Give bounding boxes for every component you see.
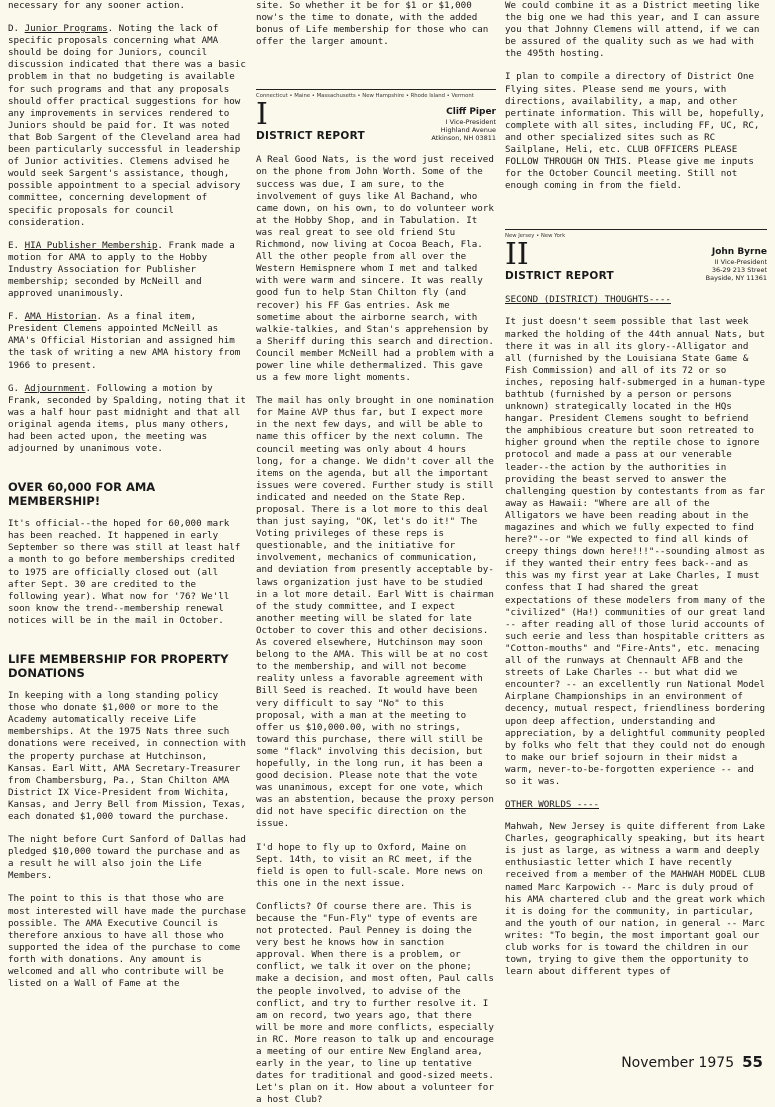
- item-heading: Junior Programs: [24, 23, 108, 35]
- paragraph: It just doesn't seem possible that last week marked the holding of the 44th annual Nats, but there it was in all its glory--Alligator and all (furnished by the Louisiana State Game & Fish Commission) and all of its 72 or so inches, reposing half-submerged in a human-type bathtub (furnished by a person or persons unknown) strategically located in the HQs hangar. President Clemens sought to befriend the amphibious creature but soon retreated to higher ground when the reptile chose to ignore protocol and made a pass at our venerable leader--the action by the authorities in providing the beast served to answer the challenging question by contestants from as far away as Hawaii: "Where are all of the Alligators we have been reading about in the magazines and which we fully expected to find here?"--or "We expected to find all kinds of creepy things down here!!!"--sounding almost as if they wanted their entry fees back--and as this was my first year at Lake Charles, I must confess that I had shared the great expectations of these modelers from many of the "civilized" (Ha!) communities of our great land -- after reading all of those lurid accounts of such eerie and less than hospitable critters as "Cotton-mouths" and "Fire-Ants", etc. menacing all of the runways at Chennault AFB and the streets of Lake Charles -- but what did we encounter? -- an excellently run National Model Airplane Championships in an environment of decency, mutual respect, friendliness bordering upon deep affection, understanding and appreciation, by a delightful community peopled by folks who felt that they could not do enough to make our brief sojourn in their midst a warm, never-to-be-forgotten experience -- and so it was.: [505, 316, 765, 787]
- vp-role: II Vice-President: [714, 258, 767, 267]
- item-label: E.: [8, 239, 20, 251]
- paragraph: We could combine it as a District meeting like the big one we had this year, and I can assure you that Johnny Clemens will attend, if we can be assured of the quality such as we had with the 495th hosting.: [505, 0, 760, 60]
- paragraph-adjournment: [8, 383, 246, 456]
- item-heading: AMA Historian: [24, 311, 97, 323]
- subheading: SECOND (DISTRICT) THOUGHTS----: [505, 294, 671, 306]
- vp-address-line: Highland Avenue: [440, 126, 496, 135]
- paragraph-hia-membership: [8, 240, 246, 300]
- vp-address-line: Bayside, NY 11361: [705, 274, 767, 283]
- vp-address-line: Atkinson, NH 03811: [431, 134, 496, 143]
- paragraph: Conflicts? Of course there are. This is because the "Fun-Fly" type of events are not protected. Paul Penney is doing the very best he knows how in sanction approval. When there is a problem, or conflict, we talk it over on the phone; make a decision, and most often, Paul calls the people involved, to advise of the conflict, and try to further resolve it. I am on record, two years ago, that there will be more and more conflicts, especially in RC. More reason to talk up and encourage a meeting of our entire New England area, early in the year, to line up tentative dates for traditional and good-sized meets. Let's plan on it. How about a volunteer for a host Club?: [256, 900, 494, 1106]
- item-label: F.: [8, 311, 20, 323]
- column-left: [8, 0, 246, 1025]
- item-heading: HIA Publisher Membership: [24, 239, 158, 251]
- paragraph-historian: [8, 311, 246, 371]
- paragraph: necessary for any sooner action.: [8, 0, 186, 11]
- district-number: II: [505, 237, 529, 273]
- issue-date: November 1975: [621, 1055, 735, 1071]
- paragraph: site. So whether it be for $1 or $1,000 now's the time to donate, with the added bonus of Life membership for those who can offer the larger amount.: [256, 0, 489, 48]
- vp-address-line: 36-29 213 Street: [711, 266, 767, 275]
- paragraph: I'd hope to fly up to Oxford, Maine on Sept. 14th, to visit an RC meet, if the field is open to full-scale. More news on this one in the next issue.: [256, 841, 483, 889]
- item-label: D.: [8, 23, 20, 35]
- district-report-title: DISTRICT REPORT: [256, 130, 366, 143]
- item-body: . As a final item, President Clemens appointed McNeill as AMA's Official Historian and assigned him the task of writing a new AMA history from 1966 to present.: [8, 311, 241, 371]
- district-states: Connecticut • Maine • Massachusetts • New Hampshire • Rhode Island • Vermont: [256, 93, 474, 100]
- paragraph: I plan to compile a directory of District One Flying sites. Please send me yours, with directions, availability, a map, and other pertinate information. This will be, hopefully, complete with all sites, including FF, UC, RC, and other specialized sites such as RC Sailplane, Heli, etc. CLUB OFFICERS PLEASE FOLLOW THROUGH ON THIS. Please give me inputs for the October Council meeting. Still not enough coming in from the field.: [505, 71, 765, 192]
- vp-name: Cliff Piper: [446, 107, 496, 118]
- district-report-title: DISTRICT REPORT: [505, 270, 615, 283]
- headline-life-membership: LIFE MEMBERSHIP FOR PROPERTY DONATIONS: [8, 652, 229, 681]
- page-footer: [621, 1053, 763, 1071]
- subheading: OTHER WORLDS ----: [505, 799, 600, 811]
- column-right: [505, 0, 767, 1025]
- item-body: . Following a motion by Frank, seconded by Spalding, noting that it was a half hour past midnight and that all original agenda items, plus many others, had been acted upon, the meeting was adjourned by unanimous vote.: [8, 382, 246, 455]
- item-body: . Frank made a motion for AMA to apply to the Hobby Industry Association for Publisher membership; seconded by McNeill and approved unanimously.: [8, 239, 235, 300]
- paragraph: The point to this is that those who are most interested will have made the purchase possible. The AMA Executive Council is therefore anxious to have all those who supported the idea of the purchase to come forth with donations. Any amount is welcomed and all who contribute will be listed on a Wall of Fame at the: [8, 893, 246, 990]
- vp-role: I Vice-President: [445, 118, 496, 127]
- column-middle: [256, 0, 496, 1106]
- vp-name: John Byrne: [711, 247, 767, 258]
- item-heading: Adjournment: [24, 382, 86, 394]
- item-label: G.: [8, 382, 20, 394]
- paragraph: Mahwah, New Jersey is quite different from Lake Charles, geographically speaking, but its heart is just as large, as witness a warm and deeply enthusiastic letter which I have recently received from a member of the MAHWAH MODEL CLUB named Marc Karpowich -- Marc is duly proud of his AMA chartered club and the great work which it is doing for the community, in particular, and the youth of our nation, in general -- Marc writes: "To begin, the most important goal our club works for is toward the children in our town, trying to give them the opportunity to learn about different types of: [505, 821, 765, 978]
- district-number: I: [256, 97, 268, 133]
- paragraph-junior-programs: [8, 23, 246, 229]
- district-report-header-1: [256, 89, 496, 142]
- page-number: 55: [742, 1053, 763, 1071]
- district-report-header-2: [505, 229, 767, 282]
- item-body: . Noting the lack of specific proposals concerning what AMA should be doing for Juniors, council discussion indicated that there was a basic problem in that no budgeting is available for such programs and that any proposals should offer practical suggestions for how any improvements in services rendered to Juniors should be paid for. It was noted that Bob Sargent of the Cleveland area had been particularly successful in leadership of Junior activities. Clemens advised he would seek Sargent's assistance, though, possible appointment to a special advisory committee, concerning development of specific proposals for council consideration.: [8, 23, 246, 228]
- headline-membership: OVER 60,000 FOR AMA MEMBERSHIP!: [8, 480, 156, 509]
- paragraph: The mail has only brought in one nomination for Maine AVP thus far, but I expect more in the next few days, and will be able to name this officer by the next column. The council meeting was only about 4 hours long, for a change. We didn't cover all the items on the agenda, but all the important issues were covered. Further study is still indicated and needed on the State Rep. proposal. There is a lot more to this deal than just saying, "OK, let's do it!" The Voting privileges of these reps is questionable, and the initiative for involvement, mechanics of communication, and deviation from presently acceptable by-laws organization just have to be studied in a lot more detail. Earl Witt is chairman of the study committee, and I expect another meeting will be slated for late October to cover this and other decisions. As covered elsewhere, Hutchinson may soon belong to the AMA. This will be at no cost to the membership, and will not become reality unless a favorable agreement with Bill Seed is reached. It would have been very difficult to say "No" to this proposal, with a man at the meeting to offer us $10,000.00, with no strings, toward this purchase, there will still be some "flack" involving this decision, but hopefully, in the long run, it has been a good decision. Please note that the vote was unanimous, except for one vote, which was an abstention, because the proxy person did not have specific direction on the issue.: [256, 395, 494, 830]
- paragraph: The night before Curt Sanford of Dallas had pledged $10,000 toward the purchase and as a result he will also join the Life Members.: [8, 834, 246, 882]
- paragraph: It's official--the hoped for 60,000 mark has been reached. It happened in early September so there was still at least half a month to go before memberships credited to 1975 are officially closed out (all after Sept. 30 are credited to the following year). What now for '76? We'll soon know the trend--membership renewal notices will be in the mail in October.: [8, 518, 241, 626]
- paragraph: A Real Good Nats, is the word just received on the phone from John Worth. Some of the success was due, I am sure, to the involvement of guys like Al Bachand, who came down, on his own, to do volunteer work at the Hobby Shop, and in Tabulation. It was real great to see old friend Stu Richmond, now living at Cocoa Beach, Fla. All the other people from all over the Western Hemispnere whom I met and talked with were warm and sincere. It was really good fun to help Stan Chilton fly (and recover) his FF Gas entries. Ask me sometime about the airborne search, with walkie-talkies, and Stan's apprehension by a Sheriff during this search and direction. Council member McNeill had a problem with a power line while dethermalized. This gave us a few more light moments.: [256, 154, 494, 384]
- paragraph: In keeping with a long standing policy those who donate $1,000 or more to the Academy automatically receive Life memberships. At the 1975 Nats three such donations were received, in connection with the property purchase at Hutchinson, Kansas. Earl Witt, AMA Secretary-Treasurer from Chambersburg, Pa., Stan Chilton AMA District IX Vice-President from Wichita, Kansas, and Jerry Bell from Mission, Texas, each donated $1,000 toward the purchase.: [8, 690, 246, 822]
- district-states: New Jersey • New York: [505, 233, 566, 240]
